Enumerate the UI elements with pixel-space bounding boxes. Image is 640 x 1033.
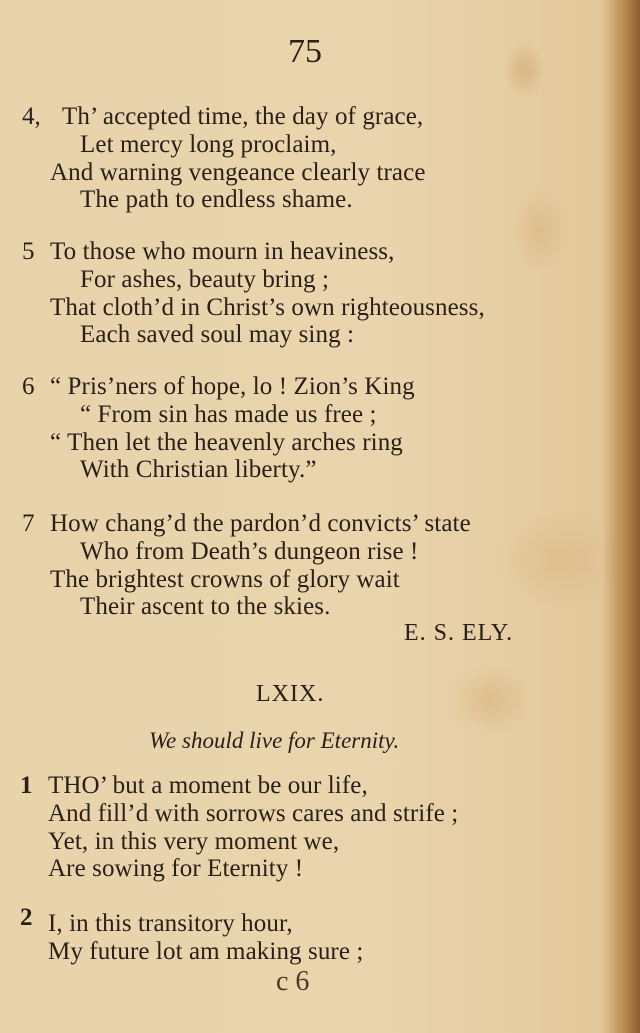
verse-line: My future lot am making sure ; [48,938,364,965]
verse-line: Are sowing for Eternity ! [48,855,304,882]
verse-line: “ Then let the heavenly arches ring [50,429,403,456]
verse-line: How chang’d the pardon’d convicts’ state [50,510,471,537]
verse-line: Th’ accepted time, the day of grace, [62,103,424,130]
verse-number: 2 [20,904,33,931]
verse-number: 6 [22,373,35,400]
verse-line: Their ascent to the skies. [80,593,331,620]
verse-line: The path to endless shame. [80,186,353,213]
hymn-title: We should live for Eternity. [149,728,400,753]
verse-line: That cloth’d in Christ’s own righteousness, [50,294,485,321]
verse-number: 7 [22,510,35,537]
verse-line: “ From sin has made us free ; [80,401,377,428]
hymn-number-heading: LXIX. [256,681,325,707]
verse-line: Who from Death’s dungeon rise ! [80,538,419,565]
verse-line: And warning vengeance clearly trace [50,159,426,186]
signature-mark: c 6 [276,966,310,997]
verse-line: Each saved soul may sing : [80,321,355,348]
page-number: 75 [288,33,322,70]
verse-line: “ Pris’ners of hope, lo ! Zion’s King [50,373,415,400]
verse-number: 1 [20,772,33,799]
verse-line: To those who mourn in heaviness, [50,238,395,265]
verse-line: I, in this transitory hour, [48,910,293,937]
verse-line: Let mercy long proclaim, [80,131,337,158]
author-attribution: E. S. ELY. [404,620,514,646]
verse-line: With Christian liberty.” [80,456,317,483]
verse-line: The brightest crowns of glory wait [50,566,400,593]
verse-line: THO’ but a moment be our life, [48,772,368,799]
verse-number: 4, [22,103,41,130]
verse-line: And fill’d with sorrows cares and strife ; [48,800,459,827]
verse-number: 5 [22,238,35,265]
verse-line: For ashes, beauty bring ; [80,266,329,293]
verse-line: Yet, in this very moment we, [48,828,340,855]
